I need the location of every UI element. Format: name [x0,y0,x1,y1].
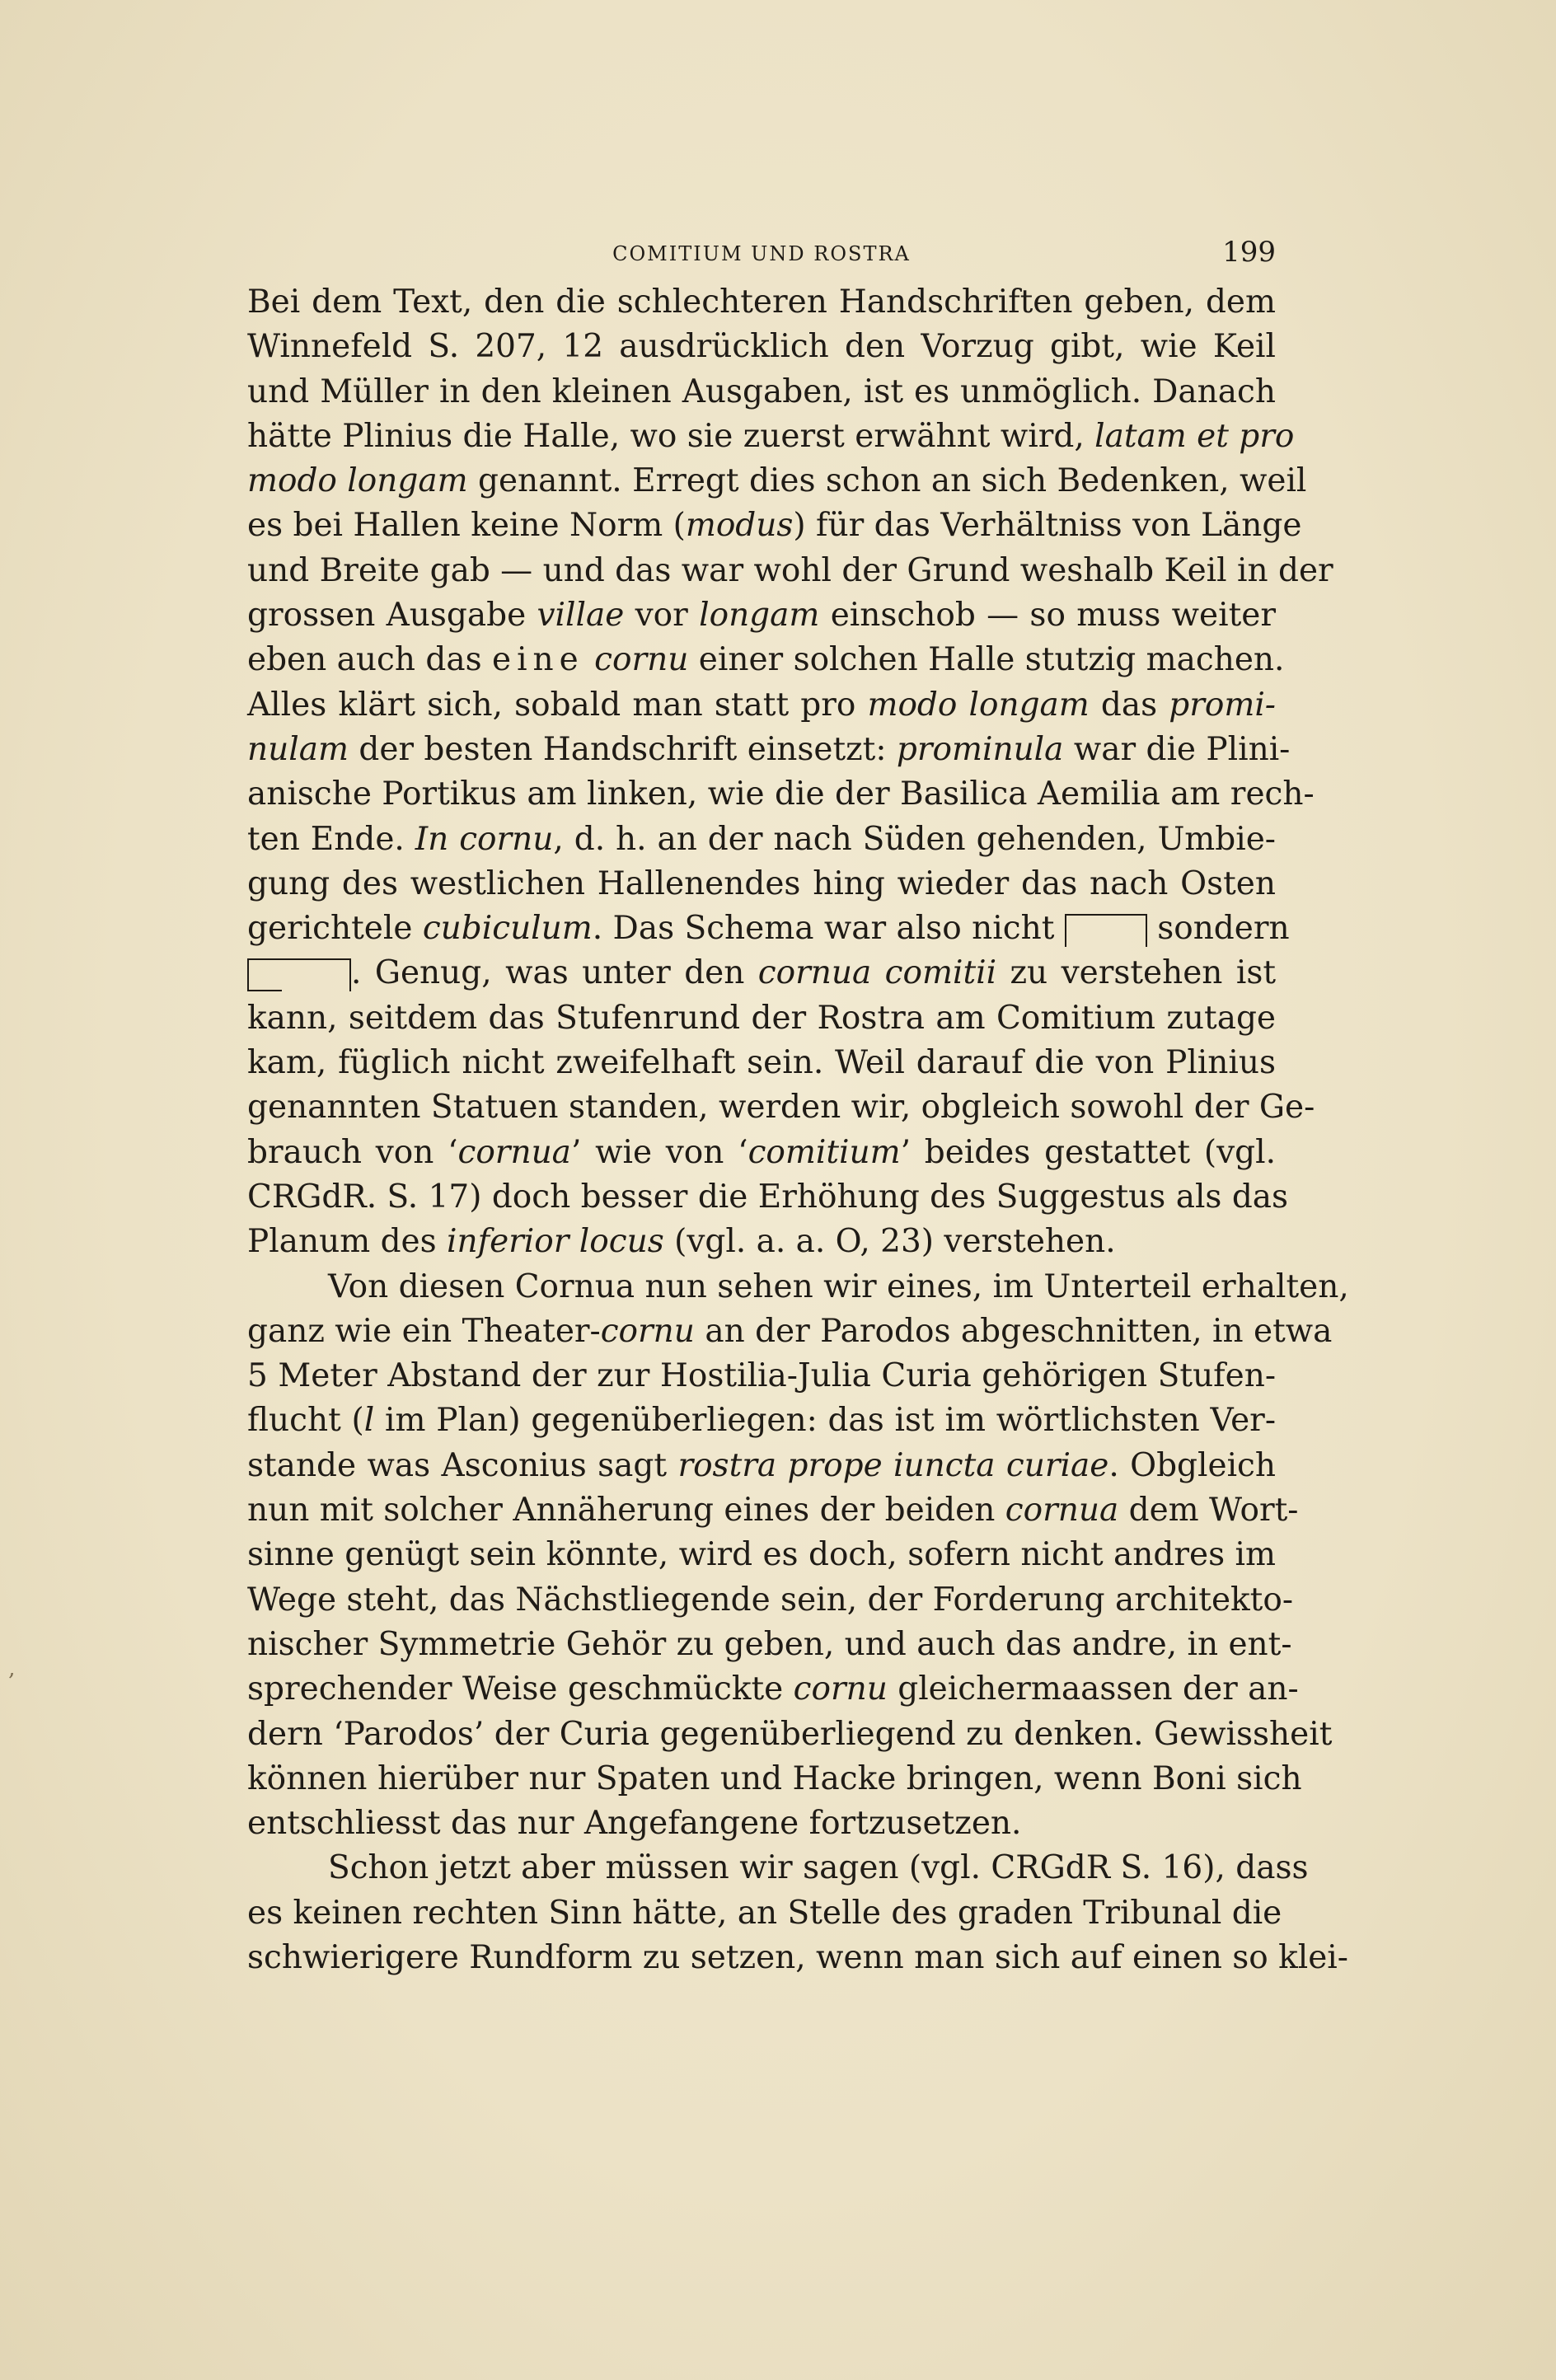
text-line: grossen Ausgabe villae vor longam einschob — so muss weiter [247,597,1277,635]
text-line: dern ‘Parodos’ der Curia gegenüberliegend zu denken. Gewissheit [247,1715,1333,1753]
text-line: und Müller in den kleinen Ausgaben, ist es unmöglich. Danach [247,372,1276,410]
text-line: schwierigere Rundform zu setzen, wenn man sich auf einen so klei- [247,1938,1348,1976]
text-line: es bei Hallen keine Norm (modus) für das Verhältniss von Länge [247,507,1302,545]
text-line: und Breite gab — und das war wohl der Grund weshalb Keil in der [247,551,1333,589]
text-line: 5 Meter Abstand der zur Hostilia-Julia Curia gehörigen Stufen- [247,1357,1276,1395]
running-title: COMITIUM UND ROSTRA [612,242,911,265]
text-line: nun mit solcher Annäherung eines der beiden cornua dem Wort- [247,1492,1299,1530]
page-header [247,236,1276,277]
text-line: flucht (l im Plan) gegenüberliegen: das ist im wörtlichsten Ver- [247,1402,1277,1440]
text-line: ten Ende. In cornu, d. h. an der nach Süden gehenden, Umbie- [247,820,1276,858]
text-line: gung des westlichen Hallenendes hing wieder das nach Osten [247,864,1276,902]
text-line: genannten Statuen standen, werden wir, obgleich sowohl der Ge- [247,1089,1315,1127]
text-line: Winnefeld S. 207, 12 ausdrücklich den Vorzug gibt, wie Keil [247,328,1276,366]
text-line: hätte Plinius die Halle, wo sie zuerst erwähnt wird, latam et pro [247,417,1295,455]
text-line: Bei dem Text, den die schlechteren Handschriften geben, dem [247,283,1276,321]
text-line: es keinen rechten Sinn hätte, an Stelle des graden Tribunal die [247,1894,1282,1932]
text-line: eben auch das eine cornu einer solchen Halle stutzig machen. [247,641,1285,679]
text-line: stande was Asconius sagt rostra prope iuncta curiae. Obgleich [247,1446,1277,1484]
schema-diagram-corner [247,958,351,991]
text-line: sinne genügt sein könnte, wird es doch, sofern nicht andres im [247,1536,1276,1574]
text-line: kam, füglich nicht zweifelhaft sein. Weil darauf die von Plinius [247,1044,1276,1082]
text-line: Schon jetzt aber müssen wir sagen (vgl. CRGdR S. 16), dass [328,1849,1309,1887]
text-line: anische Portikus am linken, wie die der Basilica Aemilia am rech- [247,775,1315,813]
text-line: nischer Symmetrie Gehör zu geben, und auch das andre, in ent- [247,1625,1292,1663]
page-number: 199 [1222,236,1276,269]
text-line: sprechender Weise geschmückte cornu gleichermaassen der an- [247,1670,1299,1708]
text-line: brauch von ‘cornua’ wie von ‘comitium’ beides gestattet (vgl. [247,1133,1276,1171]
text-line: CRGdR. S. 17) doch besser die Erhöhung des Suggestus als das [247,1178,1289,1216]
text-line: nulam der besten Handschrift einsetzt: prominula war die Plini- [247,730,1291,768]
text-line: Alles klärt sich, sobald man statt pro modo longam das promi- [247,686,1276,724]
text-line: Wege steht, das Nächstliegende sein, der Forderung architekto- [247,1581,1294,1619]
text-line: entschliesst das nur Angefangene fortzusetzen. [247,1805,1022,1843]
text-line: ganz wie ein Theater-cornu an der Parodos abgeschnitten, in etwa [247,1312,1333,1350]
text-line: Von diesen Cornua nun sehen wir eines, im Unterteil erhalten, [328,1267,1349,1305]
text-line: können hierüber nur Spaten und Hacke bringen, wenn Boni sich [247,1759,1302,1797]
body-text [247,280,1349,1980]
text-line: gerichtele cubiculum. Das Schema war also nicht sondern [247,910,1290,948]
text-line: kann, seitdem das Stufenrund der Rostra am Comitium zutage [247,999,1276,1037]
text-line: . Genug, was unter den cornua comitii zu verstehen ist [247,951,1276,996]
text-line: Planum des inferior locus (vgl. a. a. O, 23) verstehen. [247,1223,1116,1261]
margin-mark: ‚ [8,1656,16,1681]
schema-diagram-open [1065,914,1147,947]
text-line: modo longam genannt. Erregt dies schon an sich Bedenken, weil [247,462,1307,500]
